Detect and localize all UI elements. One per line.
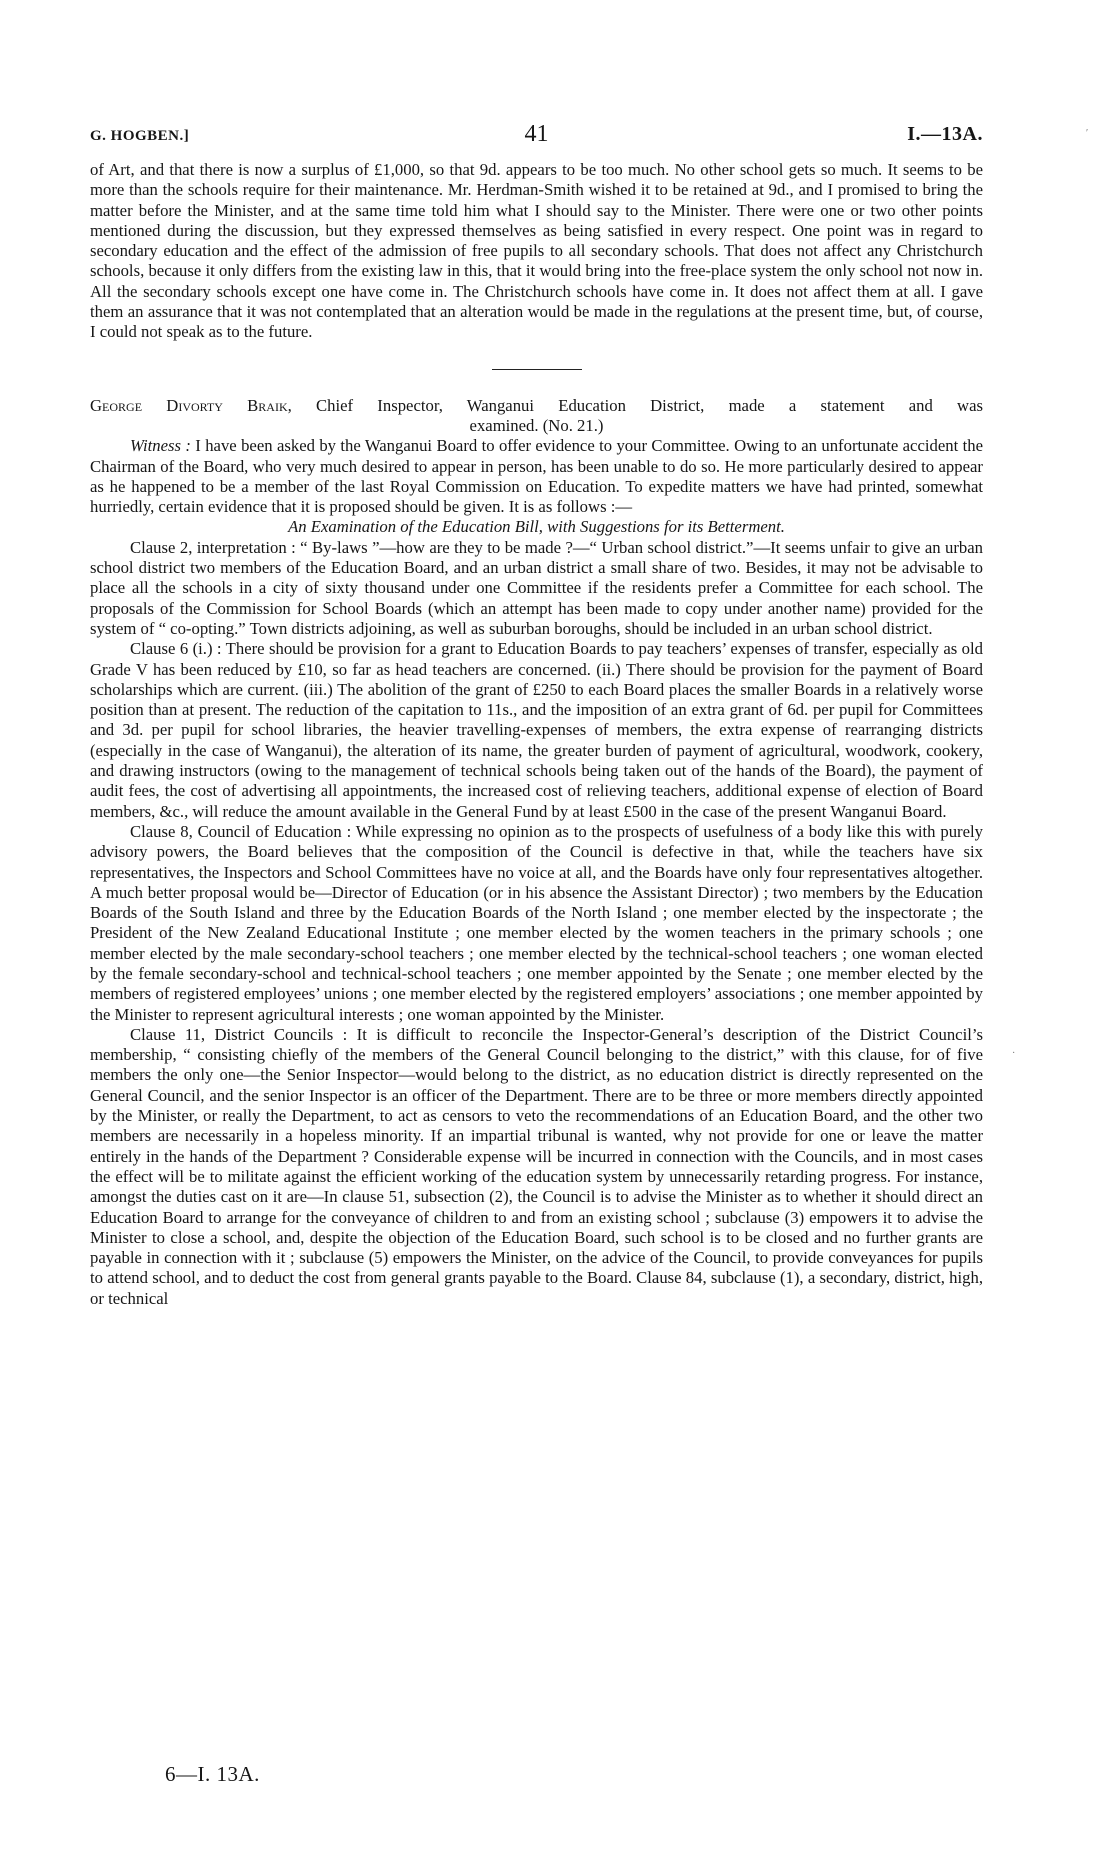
document-page [90, 118, 983, 1309]
witness-label: Witness : [130, 436, 191, 456]
witness-intro-text: I have been asked by the Wanganui Board to offer evidence to your Committee. Owing to an unfortunate accident the Chairman of the Board, who very much desired to appear in person, has been unable to do so. He more particularly desired to appear as he happened to be a member of the last Royal Commission on Education. To expedite matters we have had printed, somewhat hurriedly, certain evidence that it is proposed should be given. It is as follows :— [90, 436, 983, 517]
header-author: G. HOGBEN.] [90, 128, 190, 144]
clause-paragraph-6: Clause 6 (i.) : There should be provision for a grant to Education Boards to pay teachers’ expenses of transfer, especially as old Grade V has been reduced by £10, so far as head teachers are concerned. (ii.) There should be provision for the payment of Board scholarships which are current. (iii.) The abolition of the grant of £250 to each Board places the smaller Boards in a relatively worse position than at present. The reduction of the capitation to 11s., and the imposition of an extra grant of 6d. per pupil for Committees and 3d. per pupil for school libraries, the heavier travelling-expenses of members, the extra expense of rearranging districts (especially in the case of Wanganui), the alteration of its name, the greater burden of payment of agricultural, woodwork, cookery, and drawing instructors (owing to the management of technical schools being taken out of the hands of the Board), the payment of audit fees, the cost of advertising all appointments, the increased cost of relieving teachers, additional expense of election of Board members, &c., will reduce the amount available in the General Fund by at least £500 in the case of the present Wanganui Board. [90, 639, 983, 821]
printer-signature: 6—I. 13A. [165, 1762, 260, 1786]
witness-name: George Divorty Braik [90, 395, 288, 415]
page-number: 41 [524, 121, 549, 147]
witness-heading-rest: , Chief Inspector, Wanganui Education District, made a statement and was [287, 395, 983, 415]
section-divider [492, 369, 582, 370]
clause-paragraph-8: Clause 8, Council of Education : While expressing no opinion as to the prospects of usefulness of a body like this with purely advisory powers, the Board believes that the composition of the Council is defective in that, while the teachers have six representatives, the Inspectors and School Committees have no voice at all, and the Boards have only four representatives altogether. A much better proposal would be—Director of Education (or in his absence the Assistant Director) ; two members by the Education Boards of the South Island and three by the Education Boards of the North Island ; one member elected by the inspectorate ; the President of the New Zealand Educational Institute ; one member elected by the women teachers in the primary schools ; one member elected by the male secondary-school teachers ; one member elected by the technical-school teachers ; one woman elected by the female secondary-school and technical-school teachers ; one member appointed by the Senate ; one member elected by the members of registered employees’ unions ; one member elected by the registered employers’ associations ; one member appointed by the Minister to represent agricultural interests ; one woman appointed by the Minister. [90, 821, 983, 1024]
witness-heading-line2: examined. (No. 21.) [469, 415, 604, 435]
witness-intro [90, 436, 983, 517]
clause-paragraph-2: Clause 2, interpretation : “ By-laws ”—how are they to be made ?—“ Urban school district.”—It seems unfair to give an urban school district two members of the Education Board, and an urban district a small share of two. Besides, it may not be advisable to place all the schools in a city of sixty thousand under one Committee if the residents prefer a Committee for each school. The proposals of the Commission for School Boards (which an attempt has been made to copy under another name) provided for the system of “ co-opting.” Town districts adjoining, as well as suburban boroughs, should be included in an urban school district. [90, 537, 983, 638]
continued-paragraph: of Art, and that there is now a surplus of £1,000, so that 9d. appears to be too much. No other school gets so much. It seems to be more than the schools require for their maintenance. Mr. Herdman-Smith wished it to be retained at 9d., and I promised to bring the matter before the Minister, and at the same time told him what I should say to the Minister. There were one or two other points mentioned during the discussion, but they expressed themselves as being satisfied in every respect. One point was in regard to secondary education and the effect of the admission of free pupils to all secondary schools. That does not affect any Christchurch schools, because it only differs from the existing law in this, that it would bring into the free-place system the only school not now in. All the secondary schools except one have come in. The Christchurch schools have come in. It does not affect them at all. I gave them an assurance that it was not contemplated that an alteration would be made in the regulations at the present time, but, of course, I could not speak as to the future. [90, 160, 983, 342]
witness-heading-line1 [90, 396, 983, 416]
scan-mark: ′ [1086, 128, 1089, 139]
clause-paragraph-11: Clause 11, District Councils : It is difficult to reconcile the Inspector-General’s description of the District Council’s membership, “ consisting chiefly of the members of the General Council belonging to the district,” with this clause, for of five members the only one—the Senior Inspector—would belong to the district, as no education district is directly represented on the General Council, and the senior Inspector is an officer of the Department. There are to be three or more members directly appointed by the Minister, or really the Department, to act as censors to veto the recommendations of an Education Board, and the other two members are necessarily in a hopeless minority. If an impartial tribunal is wanted, why not provide for one or leave the matter entirely in the hands of the Department ? Considerable expense will be incurred in connection with the Councils, and in most cases the effect will be to militate against the efficient working of the education system by unnecessarily retarding progress. For instance, amongst the duties cast on it are—In clause 51, subsection (2), the Council is to advise the Minister as to whether it should direct an Education Board to arrange for the conveyance of children to and from an existing school ; subclause (3) empowers it to advise the Minister to close a school, and, despite the objection of the Education Board, such school is to be closed and no further grants are payable in connection with it ; subclause (5) empowers the Minister, on the advice of the Council, to provide conveyances for pupils to attend school, and to deduct the cost from general grants payable to the Board. Clause 84, subclause (1), a secondary, district, high, or technical [90, 1024, 983, 1308]
scan-mark: · [1012, 1048, 1016, 1059]
section-title: An Examination of the Education Bill, with Suggestions for its Betterment. [288, 517, 785, 537]
header-document-ref: I.—13A. [907, 123, 983, 145]
running-head [90, 118, 983, 160]
body-text [90, 160, 983, 1309]
witness-heading [90, 396, 983, 437]
